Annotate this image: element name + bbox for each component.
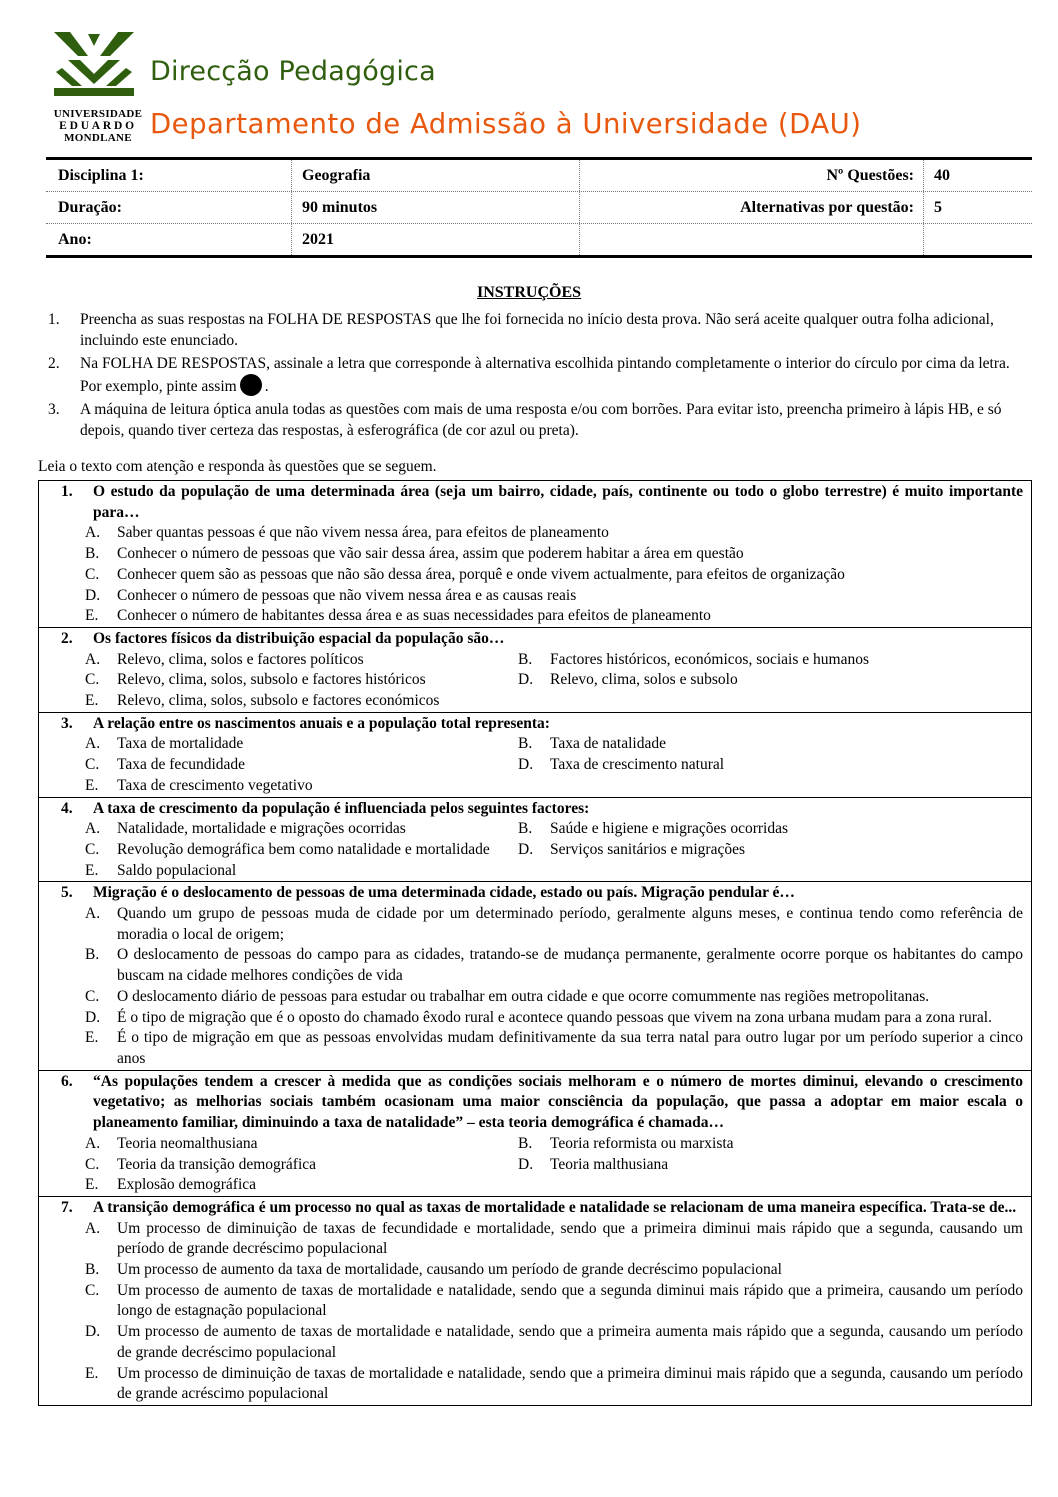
options: [39, 1134, 1023, 1196]
options: [39, 650, 1023, 712]
info-row-discipline: [46, 160, 1032, 192]
option-c: C. Conhecer quem são as pessoas que não são dessa área, porquê e onde vivem actualmente, para efeitos de organização: [85, 565, 845, 583]
option-e: E. Relevo, clima, solos, subsolo e factores económicos: [85, 692, 440, 710]
option-c: C. Revolução demográfica bem como natalidade e mortalidade: [85, 840, 490, 858]
question-2: [38, 627, 1032, 712]
option-a: A. Taxa de mortalidade: [85, 735, 244, 753]
option-e: E. Explosão demográfica: [85, 1176, 257, 1194]
question-stem: 6. “As populações tendem a crescer à medida que as condições sociais melhoram e o número de mortes diminui, elevando o crescimento vegetativo; as melhorias sociais também ocasionam uma maior consciência da população, que passa a adoptar em maior escala o planeamento familiar, diminuindo a taxa de natalidade” – esta teoria demográfica é chamada…: [61, 1072, 1023, 1132]
option-e: E. Saldo populacional: [85, 861, 237, 879]
instruction-item: 1. Preencha as suas respostas na FOLHA DE RESPOSTAS que lhe foi fornecida no início desta prova. Não será aceite qualquer outra folha adicional, incluindo este enunciado.: [48, 311, 994, 349]
year-label: Ano:: [46, 224, 292, 255]
questions-list: [38, 480, 1032, 1406]
options: [39, 904, 1023, 1070]
question-7: [38, 1196, 1032, 1406]
empty-cell: [924, 224, 1032, 255]
directorate-title: Direcção Pedagógica: [150, 56, 436, 87]
option-b: B. Conhecer o número de pessoas que vão sair dessa área, assim que poderem habitar a área em questão: [85, 545, 744, 563]
option-c: C. O deslocamento diário de pessoas para estudar ou trabalhar em outra cidade e que ocorre comummente nas regiões metropolitanas.: [85, 987, 930, 1005]
option-d: D. Relevo, clima, solos e subsolo: [518, 671, 738, 689]
option-b: B. Factores históricos, económicos, sociais e humanos: [518, 650, 869, 668]
option-b: B. Saúde e higiene e migrações ocorridas: [518, 820, 789, 838]
document-header: [40, 22, 1030, 157]
option-e: E. É o tipo de migração em que as pessoas envolvidas mudam definitivamente da sua terra natal para outro lugar por um período superior a cinco anos: [85, 1029, 1023, 1067]
questions-label: Nº Questões:: [580, 160, 924, 191]
option-a: A. Relevo, clima, solos e factores políticos: [85, 650, 364, 668]
discipline-value: Geografia: [292, 160, 580, 191]
duration-value: 90 minutos: [292, 192, 580, 223]
option-d: D. Um processo de aumento de taxas de mortalidade e natalidade, sendo que a primeira aumenta mais rápido que a segunda, causando um período de grande decréscimo populacional: [85, 1323, 1023, 1361]
options: [39, 1219, 1023, 1405]
option-b: B. Teoria reformista ou marxista: [518, 1134, 734, 1152]
option-e: E. Um processo de diminuição de taxas de mortalidade e natalidade, sendo que a primeira diminui mais rápido que a segunda, causando um período de grande acréscimo populacional: [85, 1364, 1023, 1403]
year-value: 2021: [292, 224, 580, 255]
question-stem: 7. A transição demográfica é um processo no qual as taxas de mortalidade e natalidade se relacionam de uma maneira específica. Trata-se de...: [61, 1198, 1017, 1216]
question-5: [38, 881, 1032, 1069]
option-b: B. Um processo de aumento da taxa de mortalidade, causando um período de grande decréscimo populacional: [85, 1261, 782, 1279]
question-1: [38, 480, 1032, 627]
alternatives-label: Alternativas por questão:: [580, 192, 924, 223]
option-a: A. Natalidade, mortalidade e migrações ocorridas: [85, 820, 406, 838]
discipline-label: Disciplina 1:: [46, 160, 292, 191]
question-stem: 3. A relação entre os nascimentos anuais e a população total representa:: [61, 714, 550, 732]
question-6: [38, 1070, 1032, 1196]
exam-info-table: [46, 157, 1032, 258]
lead-text: Leia o texto com atenção e responda às questões que se seguem.: [38, 458, 437, 475]
option-a: A. Saber quantas pessoas é que não vivem nessa área, para efeitos de planeamento: [85, 524, 609, 542]
question-4: [38, 797, 1032, 882]
option-e: E. Conhecer o número de habitantes dessa área e as suas necessidades para efeitos de planeamento: [85, 607, 711, 625]
logo-emblem-icon: [48, 26, 140, 106]
options: [39, 819, 1023, 881]
option-d: D. Serviços sanitários e migrações: [518, 840, 745, 858]
info-row-duration: [46, 192, 1032, 224]
question-3: [38, 712, 1032, 797]
option-b: B. Taxa de natalidade: [518, 735, 666, 753]
instructions-title: INSTRUÇÕES: [476, 284, 582, 301]
option-d: D. Teoria malthusiana: [518, 1155, 669, 1173]
department-title: Departamento de Admissão à Universidade (DAU): [150, 108, 862, 140]
instruction-item: 3. A máquina de leitura óptica anula todas as questões com mais de uma resposta e/ou com borrões. Para evitar isto, preencha primeiro à lápis HB, e só depois, quando tiver certeza das respostas, à esferográfica (de cor azul ou preta).: [48, 401, 1002, 439]
question-stem: 5. Migração é o deslocamento de pessoas de uma determinada cidade, estado ou país. Migração pendular é…: [61, 884, 795, 902]
options: [39, 734, 1023, 796]
option-d: D. Conhecer o número de pessoas que não vivem nessa área e as causas reais: [85, 586, 577, 604]
empty-cell: [580, 224, 924, 255]
question-stem: 4. A taxa de crescimento da população é influenciada pelos seguintes factores:: [61, 799, 590, 817]
info-row-year: [46, 224, 1032, 255]
option-d: D. É o tipo de migração que é o oposto do chamado êxodo rural e acontece quando pessoas que vivem na zona urbana mudam para a zona rural.: [85, 1008, 992, 1026]
logo-wordmark: UNIVERSIDADE EDUARDO MONDLANE: [53, 108, 143, 144]
filled-circle-icon: [240, 374, 262, 396]
alternatives-value: 5: [934, 198, 942, 216]
duration-label: Duração:: [46, 192, 292, 223]
question-stem: 2. Os factores físicos da distribuição espacial da população são…: [61, 629, 505, 647]
instruction-item: 2. Na FOLHA DE RESPOSTAS, assinale a letra que corresponde à alternativa escolhida pintando completamente o interior do círculo por cima da letra. Por exemplo, pinte assim .: [48, 355, 1010, 395]
option-c: C. Teoria da transição demográfica: [85, 1155, 317, 1173]
university-logo: [48, 26, 143, 154]
instructions-list: [40, 309, 1016, 443]
option-c: C. Um processo de aumento de taxas de mortalidade e natalidade, sendo que a segunda diminui mais rápido que a primeira, causando um período longo de estagnação populacional: [85, 1281, 1023, 1320]
option-e: E. Taxa de crescimento vegetativo: [85, 776, 313, 794]
questions-value: 40: [934, 166, 950, 184]
question-stem: 1. O estudo da população de uma determinada área (seja um bairro, cidade, país, continente ou todo o globo terrestre) é muito importante para…: [61, 483, 1023, 521]
option-a: A. Um processo de diminuição de taxas de fecundidade e mortalidade, sendo que a primeira diminui mais rápido que a segunda, causando um período de grande decréscimo populacional: [85, 1219, 1023, 1258]
option-c: C. Taxa de fecundidade: [85, 756, 246, 774]
option-a: A. Teoria neomalthusiana: [85, 1134, 258, 1152]
options: [39, 523, 1023, 627]
option-a: A. Quando um grupo de pessoas muda de cidade por um determinado período, geralmente alguns meses, e continua tendo como referência de moradia o local de origem;: [85, 905, 1023, 943]
option-c: C. Relevo, clima, solos, subsolo e factores históricos: [85, 671, 426, 689]
option-b: B. O deslocamento de pessoas do campo para as cidades, tratando-se de mudança permanente, geralmente ocorre porque os habitantes do campo buscam na cidade melhores condições de vida: [85, 946, 1023, 985]
option-d: D. Taxa de crescimento natural: [518, 756, 725, 774]
